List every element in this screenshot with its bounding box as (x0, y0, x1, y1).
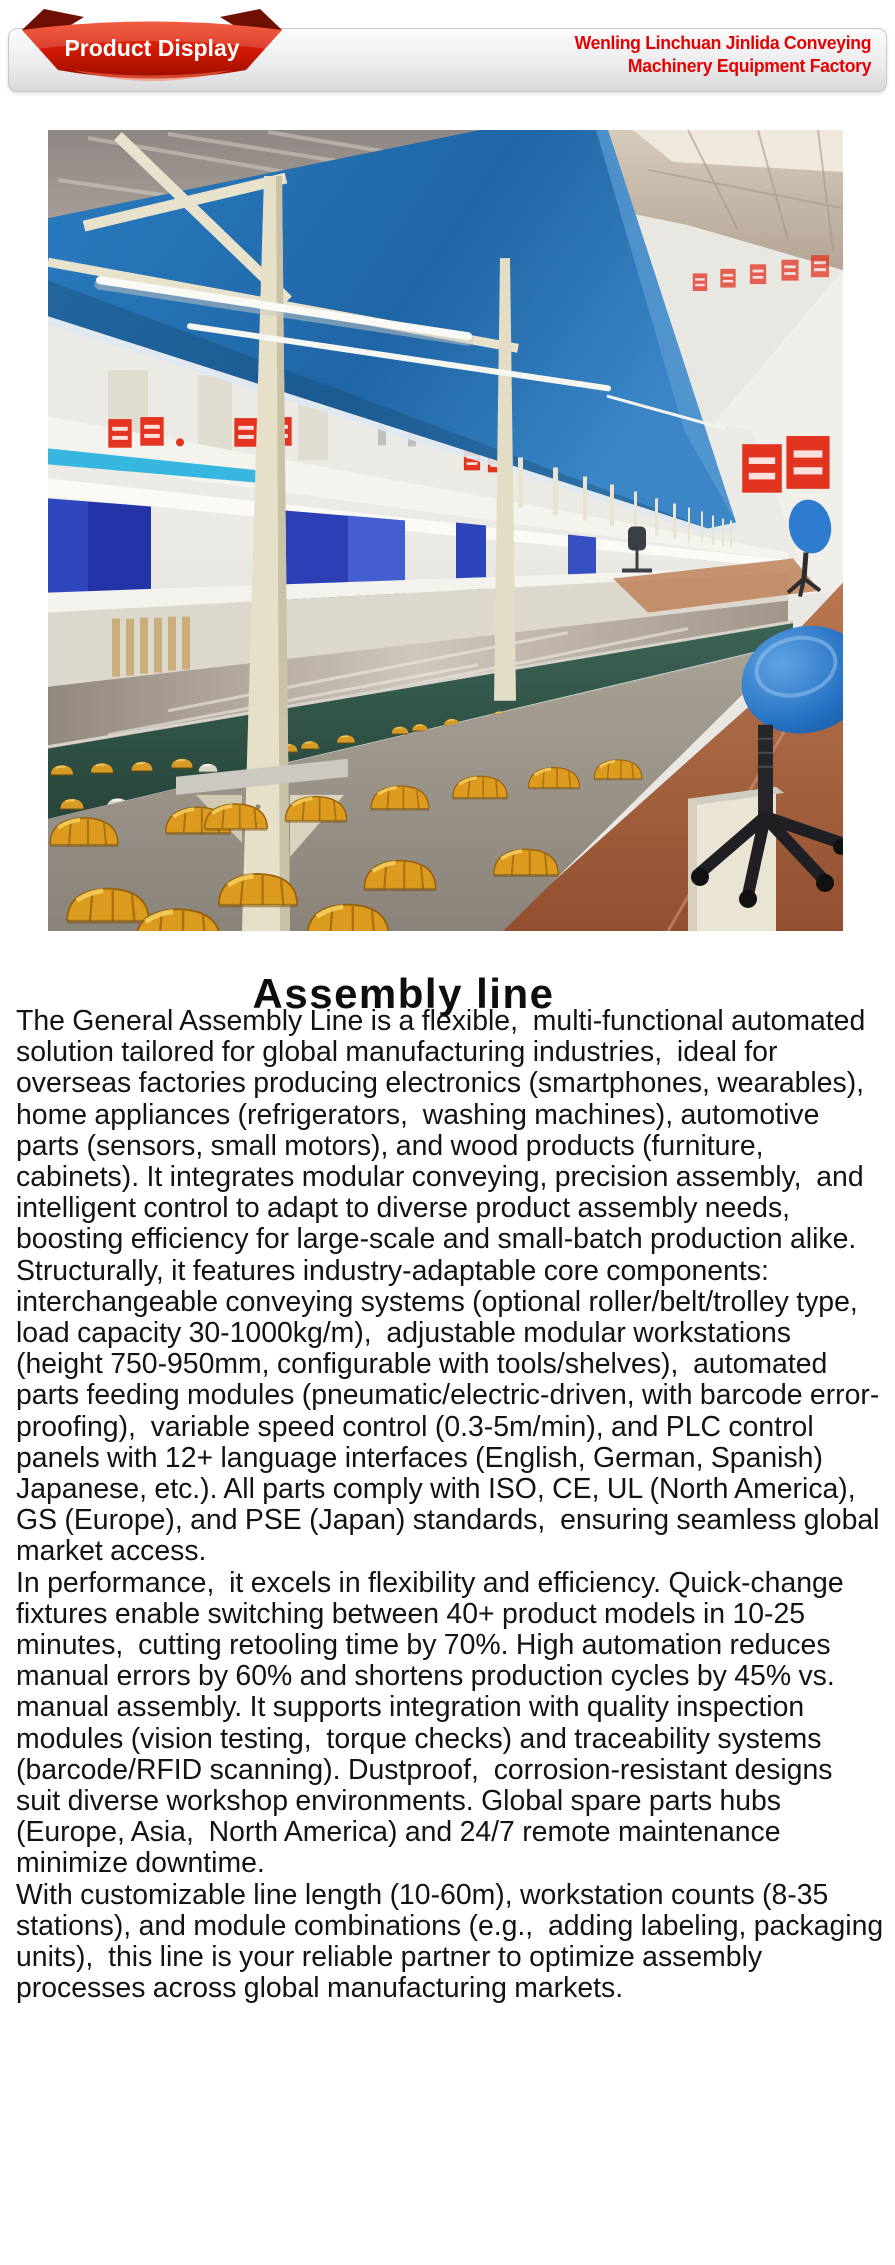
company-name (574, 31, 871, 77)
company-name-line1: Wenling Linchuan Jinlida Conveying (574, 32, 871, 53)
description-paragraph-2: Structurally, it features industry-adaptable core components: interchangeable conveying systems (optional roller/belt/trolley type, load capacity 30-1000kg/m), adjustable modular workstations (height 750-950mm, configurable with tools/shelves), automated parts feeding modules (pneumatic/electric-driven, with barcode error-proofing), variable speed control (0.3-5m/min), and PLC control panels with 12+ language interfaces (English, German, Spanish) Japanese, etc.). All parts comply with ISO, CE, UL (North America), GS (Europe), and PSE (Japan) standards, ensuring seamless global market access. (16, 1254, 887, 1568)
product-description (16, 1005, 891, 2005)
description-paragraph-4: With customizable line length (10-60m), workstation counts (8-35 stations), and module combinations (e.g., adding labeling, packaging units), this line is your reliable partner to optimize assembly processes across global manufacturing markets. (16, 1878, 891, 2005)
ribbon-label: Product Display (64, 35, 240, 61)
description-paragraph-3: In performance, it excels in flexibility and efficiency. Quick-change fixtures enable switching between 40+ product models in 10-25 minutes, cutting retooling time by 70%. High automation reduces manual errors by 60% and shortens production cycles by 45% vs. manual assembly. It supports integration with quality inspection modules (vision testing, torque checks) and traceability systems (barcode/RFID scanning). Dustproof, corrosion-resistant designs suit diverse workshop environments. Global spare parts hubs (Europe, Asia, North America) and 24/7 remote maintenance minimize downtime. (16, 1566, 852, 1880)
product-display-ribbon (14, 4, 290, 90)
company-name-line2: Machinery Equipment Factory (627, 55, 871, 76)
description-paragraph-1: The General Assembly Line is a flexible, multi-functional automated solution tailored for global manufacturing industries, ideal for overseas factories producing electronics (smartphones, wearables), home appliances (refrigerators, washing machines), automotive parts (sensors, small motors), and wood products (furniture, cabinets). It integrates modular conveying, precision assembly, and intelligent control to adapt to diverse product assembly needs, boosting efficiency for large-scale and small-batch production alike. (16, 1005, 873, 1256)
product-title: Assembly line (252, 970, 555, 1018)
product-photo (48, 130, 843, 931)
assembly-line-photo (48, 130, 843, 931)
